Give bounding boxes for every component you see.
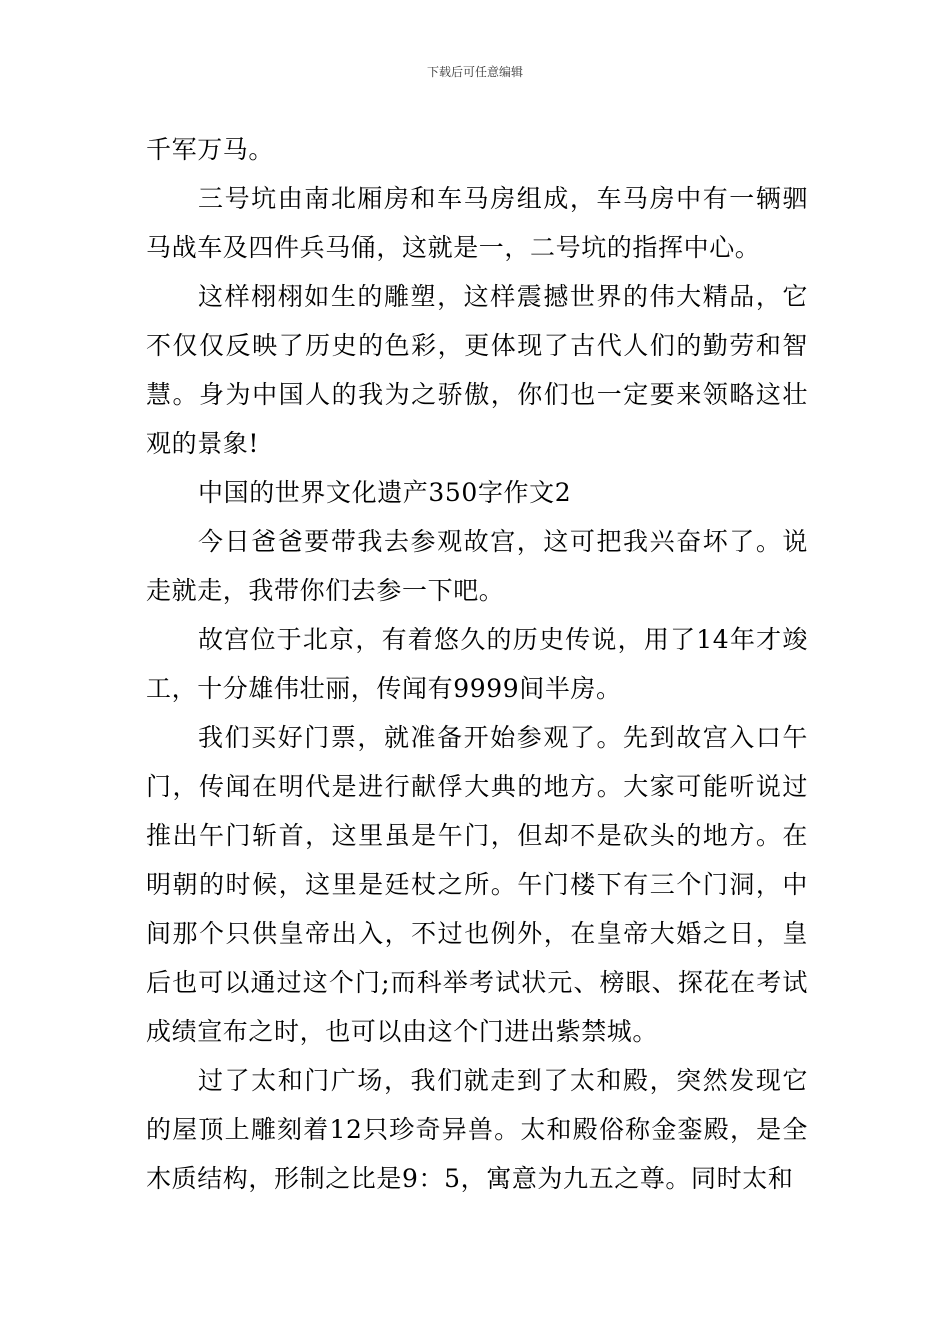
paragraph-meridian-gate: 我们买好门票，就准备开始参观了。先到故宫入口午门，传闻在明代是进行献俘大典的地方。大家可能听说过推出午门斩首，这里虽是午门，但却不是砍头的地方。在明朝的时候，这里是廷杖之所。午门楼下有三个门洞，中间那个只供皇帝出入，不过也例外，在皇帝大婚之日，皇后也可以通过这个门;而科举考试状元、榜眼、探花在考试成绩宣布之时，也可以由这个门进出紫禁城。 (146, 723, 808, 1046)
paragraph-location: 故宫位于北京，有着悠久的历史传说，用了14年才竣工，十分雄伟壮丽，传闻有9999间半房。 (146, 625, 808, 703)
paragraph-conclusion: 这样栩栩如生的雕塑，这样震撼世界的伟大精品，它不仅仅反映了历史的色彩，更体现了古代人们的勤劳和智慧。身为中国人的我为之骄傲，你们也一定要来领略这壮观的景象! (146, 282, 808, 458)
essay-body (146, 125, 808, 1203)
header-note: 下载后可任意编辑 (426, 65, 523, 79)
paragraph-continuation: 千军万马。 (146, 135, 275, 164)
paragraph-intro: 今日爸爸要带我去参观故宫，这可把我兴奋坏了。说走就走，我带你们去参一下吧。 (146, 527, 808, 605)
paragraph-taihe-hall: 过了太和门广场，我们就走到了太和殿，突然发现它的屋顶上雕刻着12只珍奇异兽。太和殿俗称金銮殿，是全木质结构，形制之比是9：5，寓意为九五之尊。同时太和 (146, 1066, 808, 1193)
paragraph-pit-three: 三号坑由南北厢房和车马房组成，车马房中有一辆驷马战车及四件兵马俑，这就是一，二号坑的指挥中心。 (146, 184, 808, 262)
essay-title: 中国的世界文化遗产350字作文2 (198, 478, 572, 507)
